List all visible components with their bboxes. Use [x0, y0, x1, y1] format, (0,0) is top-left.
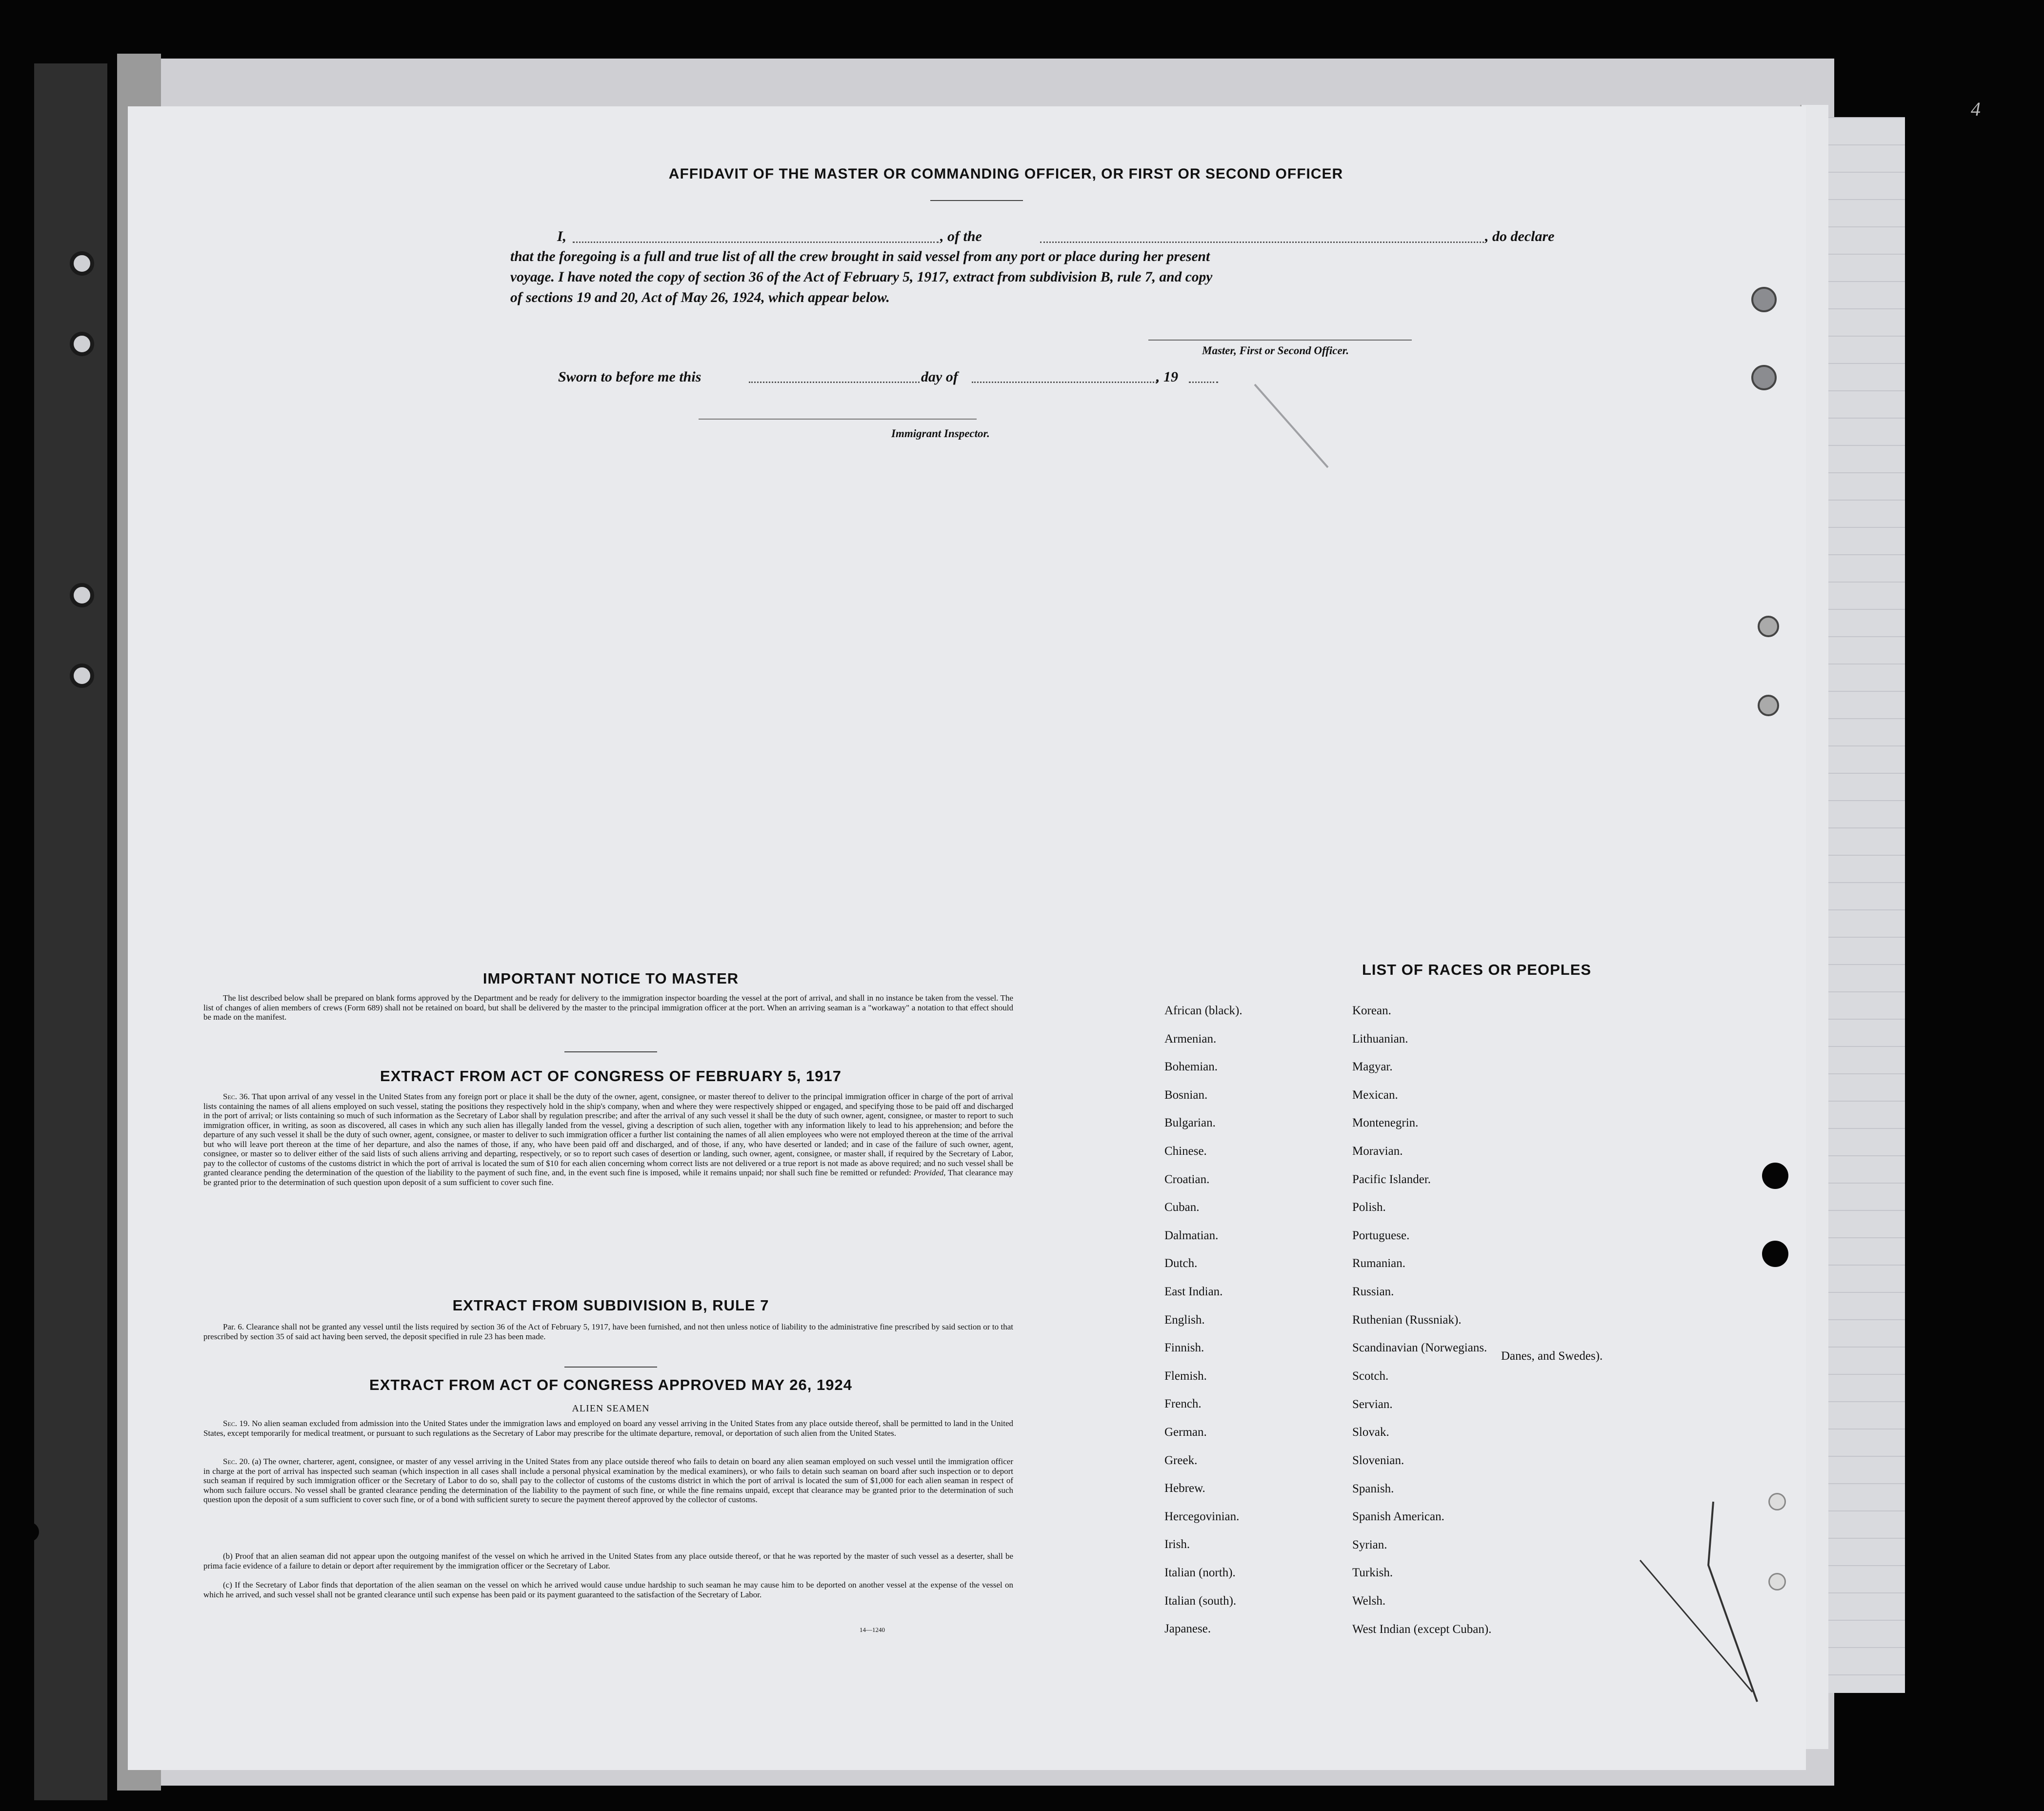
extract-1924-title: EXTRACT FROM ACT OF CONGRESS APPROVED MAY 26, 1924 [369, 1376, 852, 1393]
race-item: Magyar. [1352, 1060, 1393, 1074]
race-item: Montenegrin. [1352, 1116, 1419, 1130]
race-item: Flemish. [1164, 1369, 1207, 1383]
affidavit-title: AFFIDAVIT OF THE MASTER OR COMMANDING OFFICER, OR FIRST OR SECOND OFFICER [668, 166, 1343, 182]
vessel-name-field[interactable] [1040, 241, 1484, 243]
race-item: Dutch. [1164, 1257, 1198, 1270]
race-item: Greek. [1164, 1453, 1198, 1467]
affidavit-line4: of sections 19 and 20, Act of May 26, 1924, which appear below. [510, 290, 890, 305]
binder-strip [34, 63, 107, 1800]
inspector-signature-label: Immigrant Inspector. [891, 427, 990, 440]
race-item: Portuguese. [1352, 1228, 1410, 1242]
race-item: African (black). [1164, 1004, 1242, 1017]
race-item: Dalmatian. [1164, 1228, 1219, 1242]
race-item: Mexican. [1352, 1088, 1398, 1102]
affidavit-line1-c: , do declare [1485, 228, 1555, 244]
race-item: Finnish. [1164, 1341, 1204, 1355]
race-item: Slovak. [1352, 1426, 1389, 1439]
notice-divider [564, 1051, 657, 1052]
sworn-text-a: Sworn to before me this [558, 369, 701, 385]
extract-rule7-text: Par. 6. Clearance shall not be granted any vessel until the lists required by section 36 of the Act of February 5, 1917, have been furnished, and not then unless notice of liability to the administrative fine prescribed by said section or to that prescribed by section 35 of said act having been served, the deposit specified in rule 23 has been made. [203, 1322, 1013, 1341]
race-item: Polish. [1352, 1201, 1386, 1214]
rule7-divider [564, 1367, 657, 1368]
notice-text: The list described below shall be prepared on blank forms approved by the Department and be ready for delivery to the immigration inspector boarding the vessel at the port of arrival, and shall in no instance be taken from the vessel. The list of changes of alien members of crews (Form 689) shall not be retained on board, but shall be delivered by the master to the principal immigration officer at the port. When an arriving seaman is a "workaway" a notation to that effect should be made on the manifest. [203, 993, 1013, 1022]
extract-1917-body: That upon arrival of any vessel in the United States from any foreign port or place it shall be the duty of the owner, agent, consignee, or master thereof to deliver to the principal immigration officer in charge of the port of arrival lists containing the names of all aliens employed on such vessel, stating the positions they respectively hold in the ship's company, when and where they were respectively shipped or engaged, and specifying those to be paid off and discharged in the port of arrival; or lists containing so much of such information as the Secretary of Labor shall by regulation prescribe; and after the arrival of any such vessel it shall be the duty of such owner, agent, consignee, or master to report to such immigration officer, in writing, as soon as discovered, all cases in which any such alien has illegally landed from the vessel, giving a description of such alien, together with any information likely to lead to his apprehension; and before the departure of any such vessel it shall be the duty of such owner, agent, consignee, or master to deliver to such immigration officer a further list containing the names of all alien employees who were not employed thereon at the time of the arrival but who will leave port thereon at the time of her departure, and also the names of those, if any, who have been paid off and discharged, and of those, if any, who have deserted or landed; and in case of the failure of such owner, agent, consignee, or master so to deliver either of the said lists of such aliens arriving and departing, respectively, or so to report such cases of desertion or landing, such owner, agent, consignee, or master shall, if required by the Secretary of Labor, pay to the collector of customs of the customs district in which the port of arrival is located the sum of $10 for each alien concerning whom correct lists are not delivered or a true report is not made as above required; and no such vessel shall be granted clearance pending the determination of the question of the liability to the payment of such fine, and, in the event such fine is imposed, while it remains unpaid; nor shall such fine be remitted or refunded: [203, 1092, 1013, 1177]
race-item: German. [1164, 1426, 1207, 1439]
sec20a-body: (a) The owner, charterer, agent, consignee, or master of any vessel arriving in the United States from any place outside thereof who fails to detain on board any alien seaman employed on such vessel until the immigration officer in charge at the port of arrival has inspected such seaman (which inspection in all cases shall include a personal physical examination by the medical examiners), or who fails to detain such seaman on board after such inspection or to deport such seaman if required by such immigration officer or the Secretary of Labor to do so, shall pay to the collector of customs of the customs district in which the port of arrival is located the sum of $1,000 for each alien seaman in respect of whom such failure occurs. No vessel shall be granted clearance pending the determination of the liability to the payment of such fine, or while the fine remains unpaid, except that clearance may be granted prior to the determination of such question upon the deposit of a sum sufficient to cover such fine, or of a bond with sufficient surety to secure the payment thereof approved by the collector of customs. [203, 1457, 1014, 1504]
extract-1917-provided: Provided, [913, 1168, 946, 1177]
pencil-check-mark [1635, 1487, 1840, 1721]
race-item: Armenian. [1164, 1032, 1217, 1046]
sec19-body: No alien seaman excluded from admission into the United States under the immigration laws and employed on board any vessel arriving in the United States from any place outside thereof, shall be permitted to land in the United States, except temporarily for medical treatment, or pursuant to such regulations as the Secretary of Labor may prescribe for the ultimate departure, removal, or deportation of such alien from the United States. [203, 1419, 1014, 1438]
race-item: Bosnian. [1164, 1088, 1208, 1102]
races-right-continuation: Danes, and Swedes). [1501, 1349, 1603, 1363]
extract-1917-text [203, 1092, 1013, 1187]
sec19-label: Sec. 19. [223, 1419, 250, 1428]
punch-hole [1762, 1241, 1788, 1267]
race-item: Bulgarian. [1164, 1116, 1216, 1130]
alien-seamen-subtitle: ALIEN SEAMEN [572, 1403, 650, 1414]
declarant-name-field[interactable] [573, 241, 939, 243]
binder-hole [20, 1522, 39, 1542]
master-signature-label: Master, First or Second Officer. [1202, 344, 1349, 357]
sec20b-text: (b) Proof that an alien seaman did not appear upon the outgoing manifest of the vessel on which he arrived in the United States from any place outside thereof, or that he was reported by the master of such vessel as a deserter, shall be prima facie evidence of a failure to detain or deport after requirement by the immigration officer or the Secretary of Labor. [203, 1551, 1013, 1570]
punch-hole [1751, 287, 1777, 312]
race-item: Hebrew. [1164, 1482, 1205, 1495]
sworn-day-field[interactable] [749, 382, 920, 383]
affidavit-line3: voyage. I have noted the copy of section 36 of the Act of February 5, 1917, extract from subdivision B, rule 7, and copy [510, 269, 1213, 285]
affidavit-line2: that the foregoing is a full and true list of all the crew brought in said vessel from any port or place during her present [510, 249, 1210, 264]
races-title: LIST OF RACES OR PEOPLES [1362, 961, 1592, 978]
sec19-text [203, 1419, 1013, 1438]
binder-hole [70, 332, 94, 356]
race-item: French. [1164, 1397, 1202, 1411]
race-item: Italian (south). [1164, 1594, 1237, 1608]
affidavit-line1-b: , of the [940, 228, 982, 244]
race-item: Pacific Islander. [1352, 1172, 1431, 1186]
punch-hole [1768, 1493, 1786, 1510]
sec20-label: Sec. 20. [223, 1457, 250, 1466]
race-item: Servian. [1352, 1397, 1393, 1411]
sworn-month-field[interactable] [972, 382, 1157, 383]
form-number: 14—1240 [860, 1626, 885, 1633]
binder-hole [70, 251, 94, 276]
sec20a-text [203, 1457, 1013, 1505]
race-item: Chinese. [1164, 1145, 1207, 1158]
extract-1917-title: EXTRACT FROM ACT OF CONGRESS OF FEBRUARY 5, 1917 [380, 1067, 842, 1085]
sworn-text-b: day of [921, 369, 958, 385]
binder-hole [70, 664, 94, 688]
race-item: Welsh. [1352, 1594, 1386, 1608]
race-item: Turkish. [1352, 1566, 1393, 1580]
sworn-year-field[interactable] [1189, 382, 1218, 383]
race-item: East Indian. [1164, 1285, 1223, 1298]
punch-hole [1751, 365, 1777, 390]
notice-title: IMPORTANT NOTICE TO MASTER [482, 970, 739, 987]
extract-rule7-title: EXTRACT FROM SUBDIVISION B, RULE 7 [452, 1297, 769, 1314]
race-item: Russian. [1352, 1285, 1394, 1298]
race-item: Lithuanian. [1352, 1032, 1408, 1046]
race-item: West Indian (except Cuban). [1352, 1622, 1492, 1636]
ledger-grid-strip [1827, 117, 1905, 1693]
affidavit-title-rule [930, 200, 1023, 201]
extract-1917-sec-label: Sec. 36. [223, 1092, 250, 1101]
race-item: Moravian. [1352, 1145, 1403, 1158]
sec20c-text: (c) If the Secretary of Labor finds that deportation of the alien seaman on the vessel on which he arrived would cause undue hardship to such seaman he may cause him to be deported on another vessel at the expense of the vessel on which he arrived, and such vessel shall not be granted clearance until such expense has been paid or its payment guaranteed to the satisfaction of the Secretary of Labor. [203, 1580, 1013, 1599]
pencil-stroke [1250, 380, 1406, 584]
race-item: Slovenian. [1352, 1454, 1404, 1467]
punch-hole [1762, 1163, 1788, 1189]
sworn-text-c: , 19 [1156, 369, 1178, 385]
race-item: Croatian. [1164, 1172, 1210, 1186]
binder-hole [70, 583, 94, 607]
race-item: English. [1164, 1313, 1205, 1327]
race-item: Syrian. [1352, 1538, 1387, 1551]
race-item: Ruthenian (Russniak). [1352, 1313, 1462, 1327]
punch-hole [1758, 695, 1779, 716]
punch-hole [1768, 1573, 1786, 1590]
extract-1917-body-end: That clearance may be granted prior to the determination of such question upon deposit of a sum sufficient to cover such fine. [203, 1168, 1013, 1187]
race-item: Spanish American. [1352, 1510, 1444, 1524]
race-item: Hercegovinian. [1164, 1509, 1240, 1523]
race-item: Japanese. [1164, 1622, 1211, 1636]
race-item: Scandinavian (Norwegians. [1352, 1341, 1487, 1355]
race-item: Bohemian. [1164, 1060, 1218, 1074]
race-item: Spanish. [1352, 1482, 1394, 1495]
race-item: Korean. [1352, 1004, 1391, 1017]
punch-hole [1758, 616, 1779, 637]
race-item: Italian (north). [1164, 1566, 1236, 1579]
race-item: Scotch. [1352, 1369, 1389, 1383]
inspector-signature-line[interactable] [699, 419, 977, 420]
race-item: Cuban. [1164, 1201, 1200, 1214]
race-item: Rumanian. [1352, 1257, 1406, 1270]
master-signature-line[interactable] [1148, 340, 1412, 341]
document-page [128, 106, 1806, 1770]
affidavit-line1-a: I, [557, 228, 567, 244]
margin-mark: 4 [1971, 98, 1981, 120]
race-item: Irish. [1164, 1538, 1190, 1551]
